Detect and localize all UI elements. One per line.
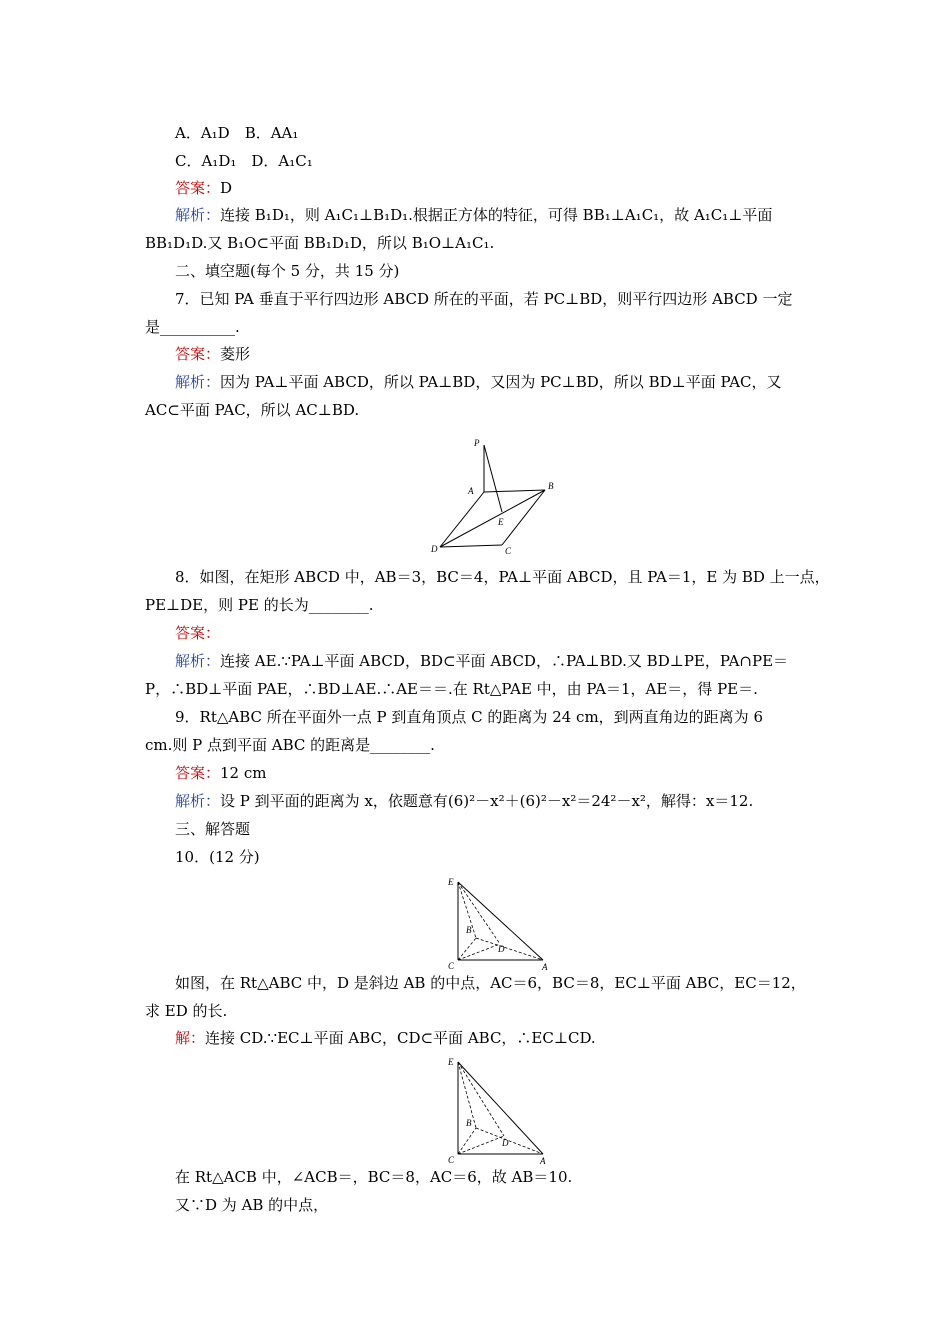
- figure-pyramid-eabc: [440, 876, 555, 972]
- label-c: C: [448, 961, 455, 971]
- solution-line-10-b: 在 Rt△ACB 中，∠ACB＝，BC＝8，AC＝6，故 AB＝10.: [175, 1168, 573, 1186]
- segment-cd: [440, 545, 502, 547]
- label-c: C: [448, 1155, 455, 1165]
- analysis-text: 因为 PA⊥平面 ABCD，所以 PA⊥BD，又因为 PC⊥BD，所以 BD⊥平面 PAC，又: [220, 373, 782, 391]
- answer-line-7: [175, 343, 250, 365]
- solution-text: 连接 CD.∵EC⊥平面 ABC，CD⊂平面 ABC，∴EC⊥CD.: [205, 1029, 596, 1047]
- analysis-line-9: [175, 790, 753, 812]
- section-heading-solve: 三、解答题: [175, 820, 251, 838]
- segment-da: [440, 492, 484, 547]
- analysis-label: 解析：: [175, 652, 221, 670]
- question-9-line-1: 9．Rt△ABC 所在平面外一点 P 到直角顶点 C 的距离为 24 cm，到两直角边的距离为 6: [175, 708, 763, 726]
- analysis-label: 解析：: [175, 792, 221, 810]
- analysis-text: 连接 AE.∵PA⊥平面 ABCD，BD⊂平面 ABCD，∴PA⊥BD.又 BD⊥PE，PA∩PE＝: [220, 652, 789, 670]
- segment-cb: [458, 1128, 476, 1154]
- analysis-label: 解析：: [175, 373, 221, 391]
- analysis-text: 连接 B₁D₁，则 A₁C₁⊥B₁D₁.根据正方体的特征，可得 BB₁⊥A₁C₁，故 A₁C₁⊥平面: [220, 206, 773, 224]
- segment-ed: [458, 882, 500, 944]
- segment-cd: [458, 1136, 504, 1154]
- segment-ab: [484, 490, 545, 492]
- analysis-line-7-cont: AC⊂平面 PAC，所以 AC⊥BD.: [145, 401, 360, 419]
- solution-line-10: [175, 1027, 596, 1049]
- answer-line-6: [175, 177, 232, 199]
- question-8-line-1: 8．如图，在矩形 ABCD 中，AB＝3，BC＝4，PA⊥平面 ABCD，且 PA＝1，E 为 BD 上一点，: [175, 568, 830, 586]
- section-heading-fill-in: 二、填空题(每个 5 分，共 15 分): [175, 262, 400, 280]
- label-p: P: [474, 438, 480, 448]
- label-b: B: [466, 1118, 472, 1128]
- segment-db: [440, 490, 545, 547]
- question-10-line-2: 求 ED 的长.: [145, 1002, 228, 1020]
- segment-pe: [484, 445, 502, 512]
- label-d: D: [498, 944, 505, 954]
- segment-ed: [458, 1062, 504, 1136]
- label-a: A: [542, 962, 548, 972]
- segment-cb: [458, 938, 476, 960]
- analysis-label: 解析：: [175, 206, 221, 224]
- solution-line-10-c: 又∵D 为 AB 的中点，: [175, 1196, 329, 1214]
- label-e: E: [448, 1057, 454, 1067]
- label-b: B: [466, 925, 472, 935]
- segment-ba: [476, 1128, 543, 1154]
- answer-line-8: [175, 622, 220, 644]
- answer-label: 答案：: [175, 624, 221, 642]
- label-e: E: [448, 877, 454, 887]
- label-c: C: [505, 546, 512, 556]
- label-a: A: [468, 486, 474, 496]
- answer-text: 12 cm: [220, 764, 267, 782]
- analysis-line-7: [175, 371, 782, 393]
- analysis-line-6-cont: BB₁D₁D.又 B₁O⊂平面 BB₁D₁D，所以 B₁O⊥A₁C₁.: [145, 234, 495, 252]
- answer-label: 答案：: [175, 764, 221, 782]
- label-a: A: [540, 1156, 546, 1166]
- figure-pyramid-eabc-solution: [440, 1054, 555, 1166]
- analysis-line-8-cont: P，∴BD⊥平面 PAE，∴BD⊥AE.∴AE＝＝.在 Rt△PAE 中，由 PA＝1，AE＝，得 PE＝.: [145, 680, 758, 698]
- label-b: B: [548, 481, 554, 491]
- answer-label: 答案：: [175, 345, 221, 363]
- answer-text: D: [220, 179, 233, 197]
- figure-parallelogram-pabcd: [428, 433, 568, 558]
- analysis-text: 设 P 到平面的距离为 x，依题意有(6)²－x²＋(6)²－x²＝24²－x²，解得：x＝12.: [220, 792, 754, 810]
- question-9-line-2: cm.则 P 点到平面 ABC 的距离是________.: [145, 736, 435, 754]
- solution-label: 解：: [175, 1029, 206, 1047]
- question-8-line-2: PE⊥DE，则 PE 的长为________.: [145, 596, 374, 614]
- analysis-line-6: [175, 204, 772, 226]
- question-10-header: 10．(12 分): [175, 848, 260, 866]
- choice-line-ab: A．A₁D B．AA₁: [175, 124, 299, 142]
- choice-line-cd: C．A₁D₁ D．A₁C₁: [175, 152, 313, 170]
- question-7-line-2: 是__________.: [145, 318, 240, 336]
- analysis-line-8: [175, 650, 788, 672]
- label-d: D: [431, 544, 438, 554]
- answer-line-9: [175, 762, 267, 784]
- label-d: D: [502, 1138, 509, 1148]
- segment-bc: [502, 490, 545, 545]
- question-7-line-1: 7．已知 PA 垂直于平行四边形 ABCD 所在的平面，若 PC⊥BD，则平行四边形 ABCD 一定: [175, 290, 793, 308]
- question-10-line-1: 如图，在 Rt△ABC 中，D 是斜边 AB 的中点，AC＝6，BC＝8，EC⊥平面 ABC，EC＝12，: [175, 974, 806, 992]
- answer-text: 菱形: [220, 345, 251, 363]
- label-e: E: [498, 517, 504, 527]
- answer-label: 答案：: [175, 179, 221, 197]
